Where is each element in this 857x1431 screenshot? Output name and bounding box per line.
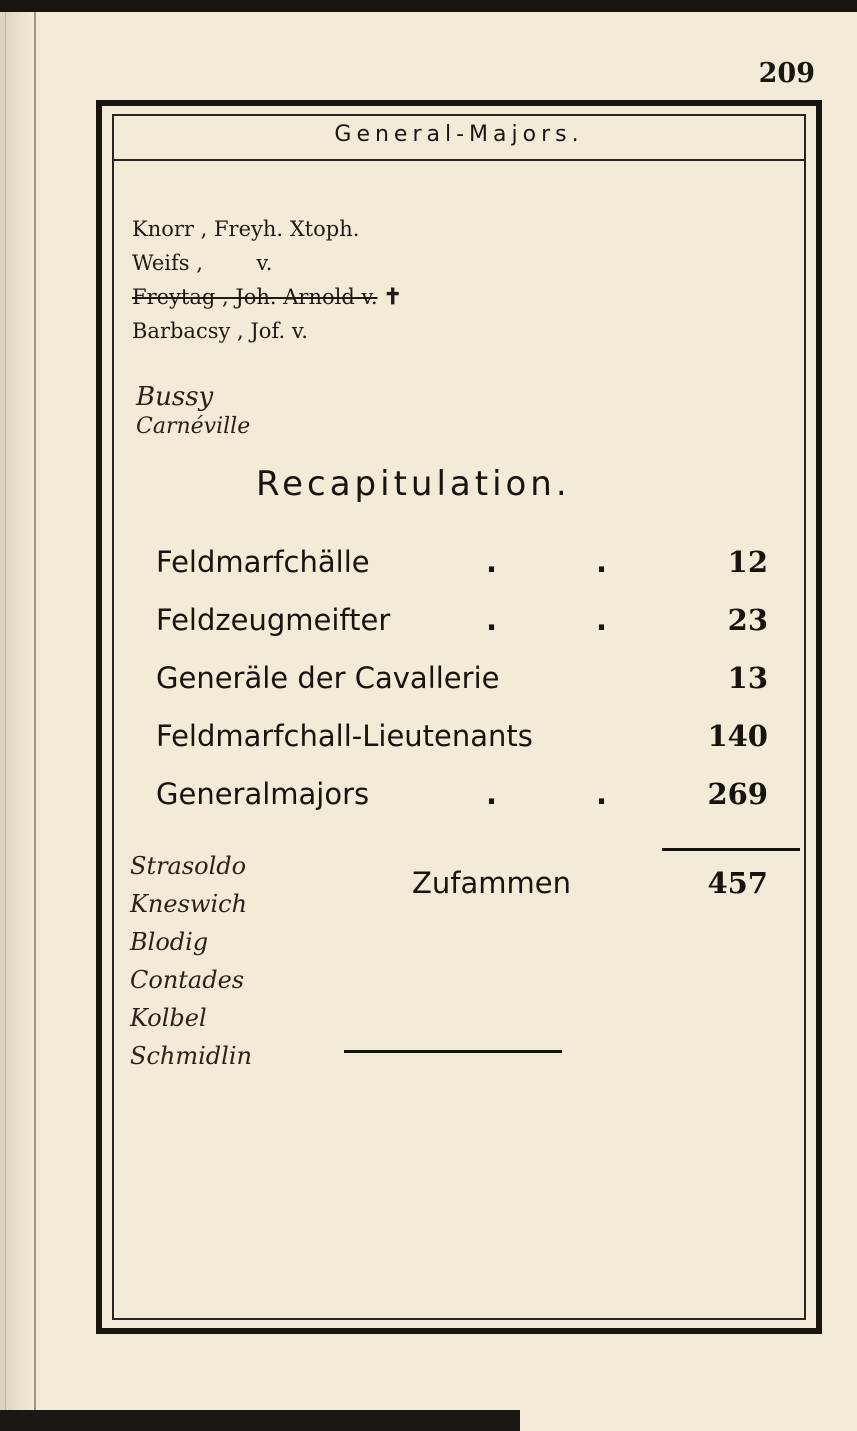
recap-title: Recapitulation. bbox=[256, 464, 571, 504]
name-row bbox=[132, 314, 402, 348]
recap-row bbox=[156, 719, 768, 777]
total-label: Zufammen bbox=[412, 866, 571, 900]
page-number: 209 bbox=[758, 58, 815, 89]
handwritten-name: Carnéville bbox=[136, 414, 251, 439]
leader-dot: . bbox=[486, 545, 498, 579]
recap-row bbox=[156, 661, 768, 719]
recap-row bbox=[156, 777, 768, 835]
handwritten-additions bbox=[130, 852, 252, 1080]
leader-dot: . bbox=[596, 603, 608, 637]
handwritten-name: Contades bbox=[130, 966, 245, 994]
recap-value: 13 bbox=[727, 661, 768, 695]
section-title: General-Majors. bbox=[334, 122, 584, 147]
deceased-cross-icon: ✝ bbox=[383, 284, 402, 310]
recap-label: Feldmarfchälle bbox=[156, 545, 370, 579]
recap-row bbox=[156, 545, 768, 603]
gutter-line-outer bbox=[5, 12, 6, 1431]
recap-label: Generalmajors bbox=[156, 777, 370, 811]
sum-rule bbox=[662, 848, 800, 851]
name-text: Weifs , v. bbox=[132, 251, 273, 275]
recap-row bbox=[156, 603, 768, 661]
recap-table bbox=[156, 545, 768, 835]
leader-dot: . bbox=[486, 777, 498, 811]
leader-dot: . bbox=[596, 545, 608, 579]
name-text-struck: Freytag , Joh. Arnold v. bbox=[132, 285, 378, 309]
total-value: 457 bbox=[707, 866, 768, 900]
handwritten-name: Kneswich bbox=[130, 890, 248, 918]
recap-value: 23 bbox=[727, 603, 768, 637]
handwritten-name: Kolbel bbox=[130, 1004, 207, 1032]
handwritten-name: Schmidlin bbox=[130, 1042, 252, 1070]
printed-name-list bbox=[132, 212, 402, 348]
handwritten-name: Strasoldo bbox=[130, 852, 247, 880]
name-row bbox=[132, 212, 402, 246]
leader-dot: . bbox=[596, 777, 608, 811]
recap-value: 140 bbox=[707, 719, 768, 753]
end-rule bbox=[344, 1050, 562, 1053]
name-text: Knorr , Freyh. Xtoph. bbox=[132, 217, 360, 241]
handwritten-name: Bussy bbox=[136, 382, 214, 412]
top-edge-shadow bbox=[0, 0, 857, 12]
bottom-edge-shadow bbox=[0, 1410, 520, 1431]
handwritten-name: Blodig bbox=[130, 928, 209, 956]
recap-value: 12 bbox=[727, 545, 768, 579]
recap-label: Feldzeugmeifter bbox=[156, 603, 391, 637]
gutter-line bbox=[34, 12, 36, 1431]
name-row-struck bbox=[132, 280, 402, 314]
name-text: Barbacsy , Jof. v. bbox=[132, 319, 308, 343]
name-row bbox=[132, 246, 402, 280]
leader-dot: . bbox=[486, 603, 498, 637]
recap-label: Generäle der Cavallerie bbox=[156, 661, 500, 695]
recap-value: 269 bbox=[707, 777, 768, 811]
header-rule bbox=[112, 159, 806, 161]
recap-label: Feldmarfchall-Lieutenants bbox=[156, 719, 533, 753]
